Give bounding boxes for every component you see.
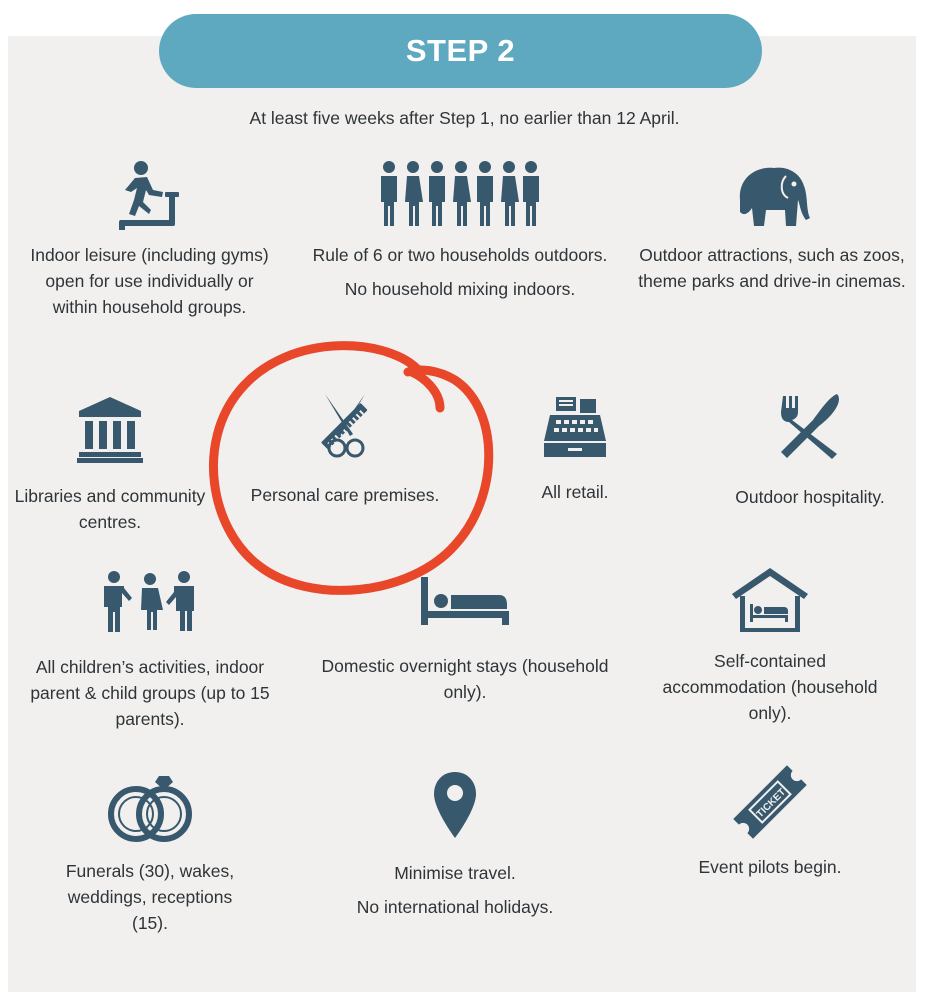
item-text: Rule of 6 or two households outdoors. — [312, 245, 608, 265]
item-personal-care — [250, 390, 440, 508]
item-text: All retail. — [541, 482, 609, 502]
fork-knife-icon — [775, 392, 845, 462]
item-text: Libraries and community centres. — [14, 486, 206, 532]
item-libraries — [10, 395, 210, 535]
item-text: Indoor leisure (including gyms) open for use individually or within household groups. — [30, 245, 269, 317]
item-rule-of-six — [305, 160, 615, 302]
item-indoor-leisure — [22, 160, 277, 320]
item-outdoor-hospitality — [715, 392, 905, 510]
item-text-secondary: No international holidays. — [356, 897, 554, 917]
ticket-label: TICKET — [754, 786, 789, 821]
item-text: Personal care premises. — [250, 485, 440, 505]
item-childrens-activities — [20, 570, 280, 732]
cash-register-icon — [542, 395, 608, 459]
scissors-comb-icon — [307, 390, 383, 464]
ticket-icon — [728, 760, 812, 844]
item-outdoor-attractions — [632, 160, 912, 294]
item-text: Event pilots begin. — [698, 857, 842, 877]
step-subtitle: At least five weeks after Step 1, no earlier than 12 April. — [249, 108, 680, 128]
item-minimise-travel — [345, 770, 565, 920]
people-group-icon — [375, 160, 545, 232]
item-text: Funerals (30), wakes, weddings, receptions (15). — [65, 861, 235, 933]
library-icon — [77, 395, 143, 463]
item-text-secondary: No household mixing indoors. — [344, 279, 576, 299]
item-domestic-overnight — [320, 575, 610, 705]
step-banner — [159, 14, 762, 88]
item-text: Domestic overnight stays (household only). — [321, 656, 609, 702]
item-event-pilots — [680, 760, 860, 880]
item-retail — [500, 395, 650, 505]
bed-icon — [419, 575, 511, 627]
item-text: All children’s activities, indoor parent & child groups (up to 15 parents). — [30, 657, 270, 729]
house-bed-icon — [730, 566, 810, 634]
item-text: Minimise travel. — [394, 863, 516, 883]
wedding-rings-icon — [100, 766, 200, 846]
step-title: STEP 2 — [405, 33, 516, 68]
family-icon — [100, 570, 200, 632]
elephant-icon — [730, 160, 814, 232]
item-self-contained — [650, 566, 890, 726]
treadmill-icon — [115, 160, 185, 234]
item-text: Outdoor hospitality. — [735, 487, 885, 507]
item-text: Outdoor attractions, such as zoos, theme parks and drive-in cinemas. — [638, 245, 906, 291]
map-pin-icon — [432, 770, 478, 840]
item-funerals-weddings — [50, 766, 250, 936]
item-text: Self-contained accommodation (household only). — [662, 651, 878, 723]
